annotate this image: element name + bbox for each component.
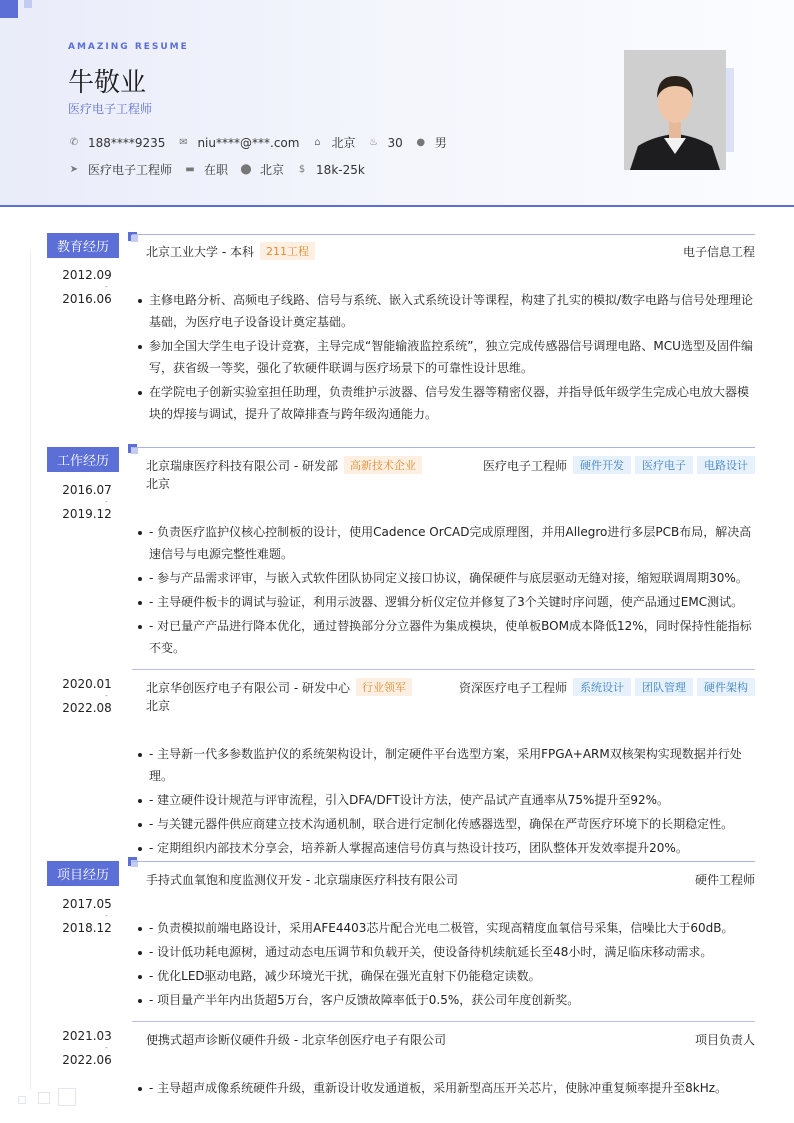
education-start-date: 2012.09 [62,268,112,282]
candidate-name: 牛敬业 [68,68,147,98]
decor-square [58,1088,76,1106]
education-header [146,242,755,260]
date-separator: - [105,911,108,920]
work-city: 北京 [146,477,171,491]
job-position: 资深医疗电子工程师 [458,680,567,695]
major-name: 电子信息工程 [682,244,755,259]
work-header-1 [146,456,755,474]
work-start-date: 2016.07 [62,483,112,497]
job-position: 医疗电子工程师 [482,458,567,473]
corner-square-decoration [0,0,18,18]
company-badge: 高新技术企业 [344,456,422,474]
company-name: 北京华创医疗电子有限公司 - 研发中心 [146,680,350,695]
contact-row [68,134,459,151]
list-item: 在学院电子创新实验室担任助理，负责维护示波器、信号发生器等精密仪器，并指导低年级学生完成心电放大器模块的焊接与调试，提升了故障排查与跨年级沟通能力。 [138,381,758,425]
company-badge: 行业领军 [356,678,412,696]
target-position-text: 医疗电子工程师 [88,163,173,177]
section-rule-project [132,861,755,862]
work-city: 北京 [146,699,171,713]
list-item: - 定期组织内部技术分享会，培养新人掌握高速信号仿真与热设计技巧，团队整体开发效率提升20%。 [138,837,758,859]
portrait-image [624,50,726,170]
date-separator: - [105,282,108,291]
list-item: - 项目量产半年内出货超5万台，客户反馈故障率低于0.5%，获公司年度创新奖。 [138,989,758,1011]
work-end-date: 2019.12 [62,507,112,521]
residence-text: 北京 [331,136,356,150]
list-item: - 与关键元器件供应商建立技术沟通机制，联合进行定制化传感器选型，确保在严苛医疗环境下的长期稳定性。 [138,813,758,835]
list-item: - 设计低功耗电源树，通过动态电压调节和负载开关，使设备待机续航延长至48小时，满足临床移动需求。 [138,941,758,963]
list-item: - 主导超声成像系统硬件升级，重新设计收发通道板，采用新型高压开关芯片，使脉冲重复频率提升至8kHz。 [138,1077,758,1099]
email-item [177,136,299,150]
project-bullets-2 [138,1077,758,1101]
education-end-date: 2016.06 [62,292,112,306]
decor-square [18,1096,26,1104]
list-item: - 负责模拟前端电路设计，采用AFE4403芯片配合光电二极管，实现高精度血氧信号采集，信噪比大于60dB。 [138,917,758,939]
target-position-item [68,161,172,178]
list-item: - 主导硬件板卡的调试与验证，利用示波器、逻辑分析仪定位并修复了3个关键时序问题，使产品通过EMC测试。 [138,591,758,613]
project-name: 手持式血氧饱和度监测仪开发 - 北京瑞康医疗科技有限公司 [146,872,458,887]
school-name: 北京工业大学 - 本科 [146,244,254,259]
gender-item [415,134,447,151]
age-text: 30 [387,135,403,150]
home-icon: ⌂ [314,137,321,148]
entry-rule [132,669,755,670]
decor-square [38,1092,50,1104]
gender-icon: ● [416,137,426,148]
list-item: - 对已量产产品进行降本优化，通过替换部分分立器件为集成模块，使单板BOM成本降低12%，同时保持性能指标不变。 [138,615,758,659]
skill-tag: 硬件架构 [697,678,755,696]
job-intent-row [68,161,377,178]
project-name: 便携式超声诊断仪硬件升级 - 北京华创医疗电子有限公司 [146,1032,446,1047]
resume-tagline: AMAZING RESUME [68,42,189,52]
project-end-date: 2018.12 [62,921,112,935]
skill-tag: 硬件开发 [573,456,631,474]
section-marker-work [128,444,137,453]
phone-icon: ✆ [69,137,79,148]
money-icon: $ [298,164,306,175]
age-item [367,136,402,150]
project-role: 硬件工程师 [694,872,755,887]
list-item: - 主导新一代多参数监护仪的系统架构设计，制定硬件平台选型方案，采用FPGA+ARM双核架构实现数据并行处理。 [138,743,758,787]
date-separator: - [105,497,108,506]
work-bullets-2 [138,743,758,861]
target-city-text: 北京 [260,163,285,177]
corner-square-small-decoration [24,0,32,8]
phone-item [68,136,165,150]
section-rule-education [132,234,755,235]
mail-icon: ✉ [179,137,188,148]
skill-tag: 电路设计 [697,456,755,474]
section-label-education: 教育经历 [47,233,119,258]
work-end-date: 2022.08 [62,701,112,715]
section-label-work: 工作经历 [47,447,119,472]
list-item: - 负责医疗监护仪核心控制板的设计，使用Cadence OrCAD完成原理图，并用Allegro进行多层PCB布局，解决高速信号与电源完整性难题。 [138,521,758,565]
skill-tag: 系统设计 [573,678,631,696]
timeline-line [30,250,31,1090]
status-item [184,161,228,178]
project-role: 项目负责人 [694,1032,755,1047]
briefcase-icon: ▬ [185,164,195,175]
section-label-project: 项目经历 [47,861,119,886]
list-item: - 建立硬件设计规范与评审流程，引入DFA/DFT设计方法，使产品试产直通率从75%提升至92%。 [138,789,758,811]
header-divider [0,205,794,207]
salary-item [296,163,365,177]
education-bullets [138,289,758,427]
list-item: 参加全国大学生电子设计竞赛，主导完成“智能输液监控系统”，独立完成传感器信号调理电路、MCU选型及固件编写，获省级一等奖，强化了软硬件联调与医疗场景下的可靠性设计思维。 [138,335,758,379]
candidate-title: 医疗电子工程师 [68,102,153,116]
list-item: 主修电路分析、高频电子线路、信号与系统、嵌入式系统设计等课程，构建了扎实的模拟/数字电路与信号处理理论基础，为医疗电子设备设计奠定基础。 [138,289,758,333]
gender-text: 男 [434,136,447,150]
skill-tag: 医疗电子 [635,456,693,474]
phone-text: 188****9235 [88,135,166,150]
salary-text: 18k-25k [316,162,365,177]
school-badge: 211工程 [260,242,315,260]
project-end-date: 2022.06 [62,1053,112,1067]
project-start-date: 2021.03 [62,1029,112,1043]
project-bullets-1 [138,917,758,1013]
skill-tag: 团队管理 [635,678,693,696]
list-item: - 参与产品需求评审，与嵌入式软件团队协同定义接口协议，确保硬件与底层驱动无缝对接，缩短联调周期30%。 [138,567,758,589]
send-icon: ➤ [69,164,79,175]
target-city-item [240,161,284,178]
list-item: - 优化LED驱动电路，减少环境光干扰，确保在强光直射下仍能稳定读数。 [138,965,758,987]
work-start-date: 2020.01 [62,677,112,691]
residence-item [311,134,355,151]
work-bullets-1 [138,521,758,661]
project-header-1 [146,870,755,888]
status-text: 在职 [204,163,229,177]
entry-rule [132,1021,755,1022]
date-separator: - [105,1043,108,1052]
project-header-2 [146,1030,755,1048]
location-icon: ⬤ [240,164,252,175]
section-rule-work [132,447,755,448]
profile-photo [624,50,726,170]
date-separator: - [105,691,108,700]
cake-icon: ♨ [368,137,378,148]
company-name: 北京瑞康医疗科技有限公司 - 研发部 [146,458,338,473]
project-start-date: 2017.05 [62,897,112,911]
email-text: niu****@***.com [197,135,300,150]
work-header-2 [146,678,755,696]
